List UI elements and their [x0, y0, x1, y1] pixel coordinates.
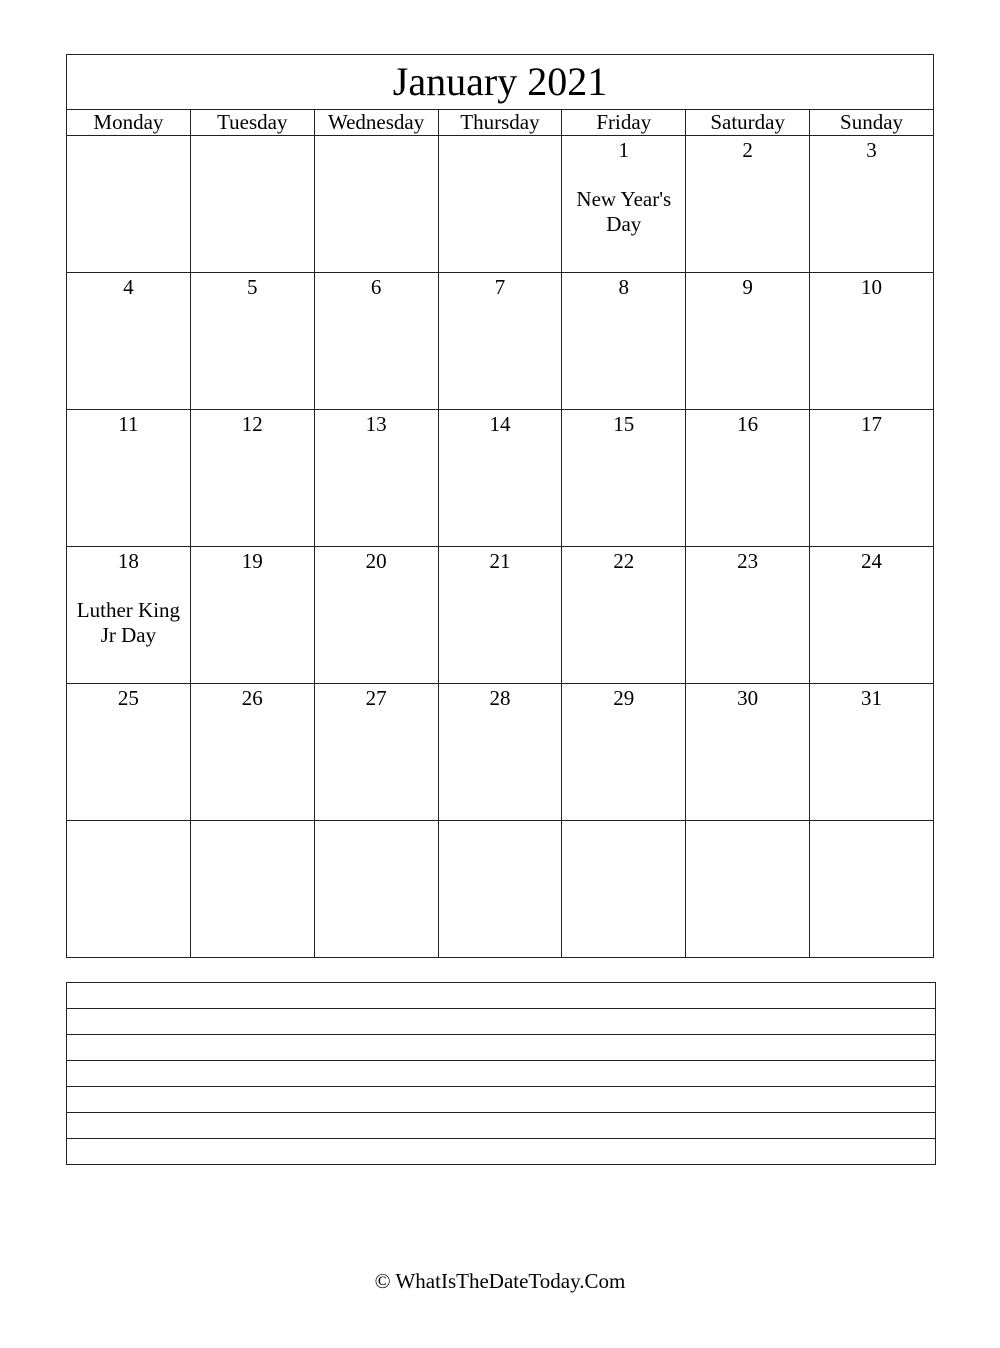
day-number: 23 [737, 549, 759, 573]
weekday-header-tuesday: Tuesday [190, 110, 314, 136]
notes-line [67, 1087, 936, 1113]
day-number: 10 [861, 275, 883, 299]
day-number: 17 [861, 412, 883, 436]
day-number: 21 [489, 549, 511, 573]
day-cell [67, 410, 191, 547]
day-cell [190, 684, 314, 821]
calendar-week-row [67, 273, 934, 410]
day-cell [810, 684, 934, 821]
notes-line-cell [67, 1113, 936, 1139]
day-cell [562, 136, 686, 273]
notes-lines [66, 982, 936, 1165]
day-cell [67, 136, 191, 273]
day-cell [810, 821, 934, 958]
day-cell [190, 547, 314, 684]
day-cell [562, 547, 686, 684]
holiday-label: New Year's Day [576, 187, 672, 236]
day-number: 13 [365, 412, 387, 436]
weekday-header-sunday: Sunday [810, 110, 934, 136]
day-cell [438, 136, 562, 273]
day-cell [314, 273, 438, 410]
day-cell [67, 547, 191, 684]
day-number: 30 [737, 686, 759, 710]
day-cell [314, 547, 438, 684]
weekday-header-wednesday: Wednesday [314, 110, 438, 136]
day-cell [438, 547, 562, 684]
day-cell [438, 684, 562, 821]
calendar-table [66, 54, 934, 958]
day-number: 18 [117, 549, 139, 573]
day-number: 25 [117, 686, 139, 710]
notes-line-cell [67, 1009, 936, 1035]
day-number: 26 [241, 686, 263, 710]
notes-line [67, 983, 936, 1009]
notes-line [67, 1009, 936, 1035]
notes-line [67, 1139, 936, 1165]
day-number: 20 [365, 549, 387, 573]
day-number: 14 [489, 412, 511, 436]
day-cell [438, 273, 562, 410]
day-number: 6 [370, 275, 382, 299]
day-cell [314, 410, 438, 547]
weekday-header-saturday: Saturday [686, 110, 810, 136]
day-cell [686, 410, 810, 547]
day-cell [314, 136, 438, 273]
day-cell [686, 136, 810, 273]
notes-line-cell [67, 983, 936, 1009]
day-cell [562, 410, 686, 547]
notes-line-cell [67, 1139, 936, 1165]
day-number: 16 [737, 412, 759, 436]
day-cell [810, 410, 934, 547]
day-number: 22 [613, 549, 635, 573]
day-cell [562, 684, 686, 821]
calendar-grid [67, 136, 934, 958]
day-number: 2 [742, 138, 753, 162]
day-cell [67, 821, 191, 958]
holiday-label: Luther King Jr Day [76, 598, 181, 647]
weekday-header-monday: Monday [67, 110, 191, 136]
calendar-week-row [67, 821, 934, 958]
day-cell [686, 547, 810, 684]
footer-copyright: © WhatIsTheDateToday.Com [374, 1269, 626, 1293]
day-number: 5 [247, 275, 258, 299]
day-cell [810, 273, 934, 410]
day-cell [190, 821, 314, 958]
day-cell [67, 273, 191, 410]
day-cell [190, 273, 314, 410]
weekday-header-friday: Friday [562, 110, 686, 136]
day-number: 24 [861, 549, 883, 573]
day-cell [686, 684, 810, 821]
day-number: 9 [742, 275, 753, 299]
notes-line [67, 1061, 936, 1087]
day-cell [562, 273, 686, 410]
day-number: 8 [618, 275, 630, 299]
day-cell [190, 136, 314, 273]
day-number: 28 [489, 686, 511, 710]
day-number: 27 [365, 686, 387, 710]
day-number: 31 [861, 686, 883, 710]
day-number: 29 [613, 686, 635, 710]
calendar-week-row [67, 410, 934, 547]
day-number: 19 [241, 549, 263, 573]
day-cell [810, 136, 934, 273]
weekday-header-thursday: Thursday [438, 110, 562, 136]
calendar-week-row [67, 136, 934, 273]
calendar-week-row [67, 684, 934, 821]
notes-line-cell [67, 1087, 936, 1113]
day-number: 11 [118, 412, 139, 436]
day-number: 12 [241, 412, 263, 436]
day-cell [314, 684, 438, 821]
day-cell [686, 273, 810, 410]
notes-line [67, 1113, 936, 1139]
day-number: 3 [866, 138, 877, 162]
day-number: 4 [123, 275, 134, 299]
day-cell [314, 821, 438, 958]
day-cell [67, 684, 191, 821]
day-number: 1 [618, 138, 630, 162]
notes-line-cell [67, 1035, 936, 1061]
notes-line [67, 1035, 936, 1061]
day-number: 15 [613, 412, 635, 436]
calendar-week-row [67, 547, 934, 684]
day-number: 7 [494, 275, 506, 299]
day-cell [190, 410, 314, 547]
month-title: January 2021 [67, 55, 934, 110]
day-cell [438, 821, 562, 958]
notes-line-cell [67, 1061, 936, 1087]
day-cell [562, 821, 686, 958]
day-cell [438, 410, 562, 547]
day-cell [810, 547, 934, 684]
day-cell [686, 821, 810, 958]
